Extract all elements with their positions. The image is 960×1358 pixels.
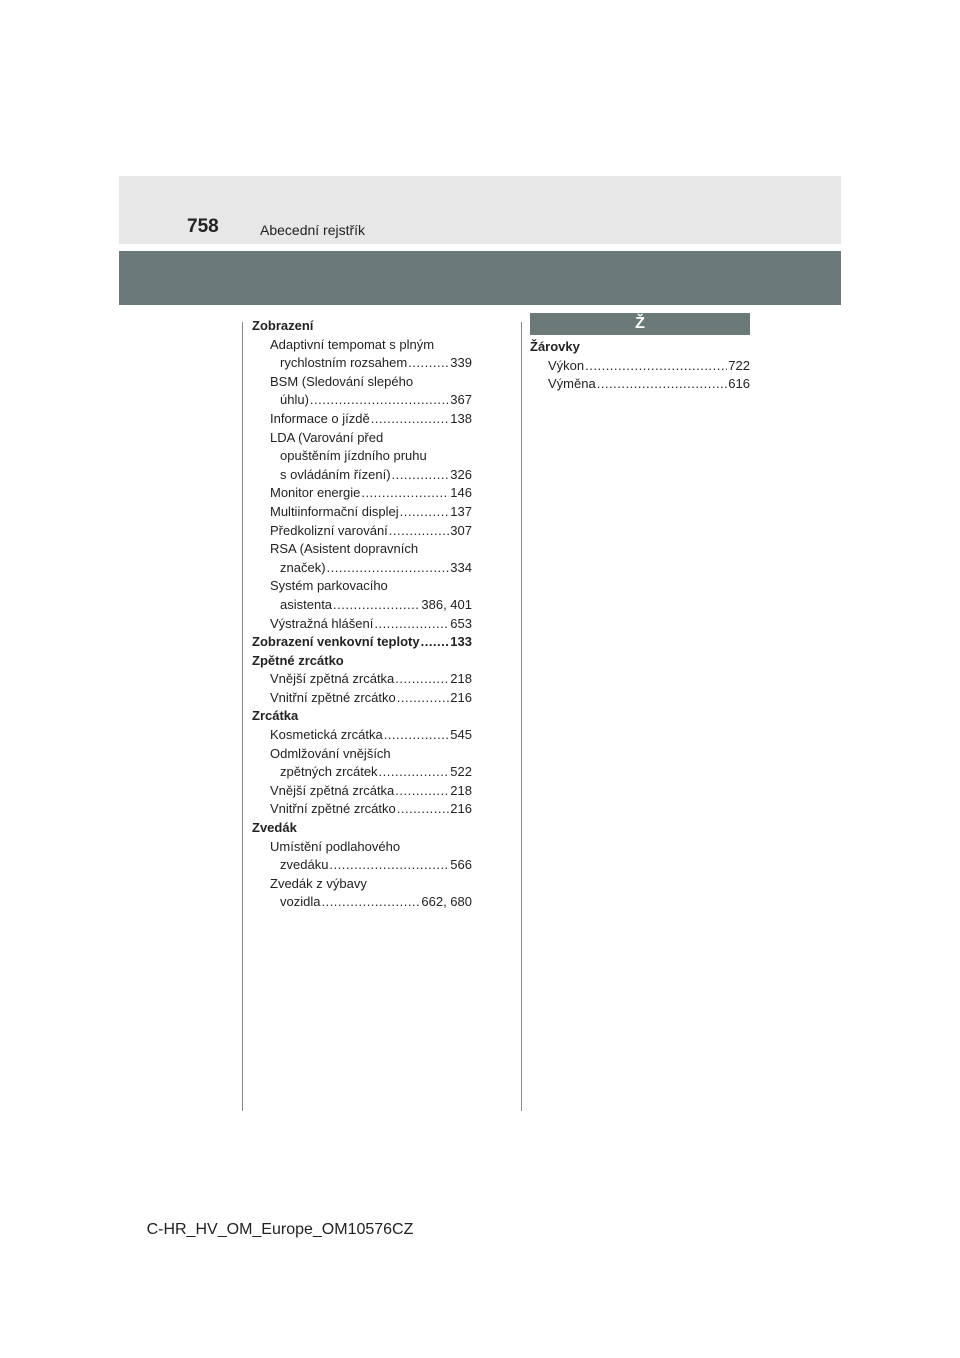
index-heading: Zvedák [252, 820, 297, 836]
index-entry [252, 466, 472, 485]
entry-label: Předkolizní varování [270, 522, 388, 538]
index-entry: LDA (Varování před [270, 429, 384, 445]
leader-dots [379, 763, 450, 782]
entry-label: úhlu) [280, 392, 309, 408]
column-divider-left [242, 322, 243, 1111]
index-entry: Odmlžování vnějších [270, 745, 391, 761]
index-entry [252, 559, 472, 578]
index-entry: Adaptivní tempomat s plným [270, 336, 435, 352]
index-entry [252, 800, 472, 819]
index-heading: Žárovky [530, 339, 580, 354]
page-reference: 138 [450, 410, 472, 426]
leader-dots [361, 484, 449, 503]
leader-dots [400, 503, 450, 522]
index-entry: BSM (Sledování slepého [270, 373, 414, 389]
index-entry [252, 354, 472, 373]
index-entry: RSA (Asistent dopravních [270, 541, 419, 557]
entry-label: Monitor energie [270, 485, 361, 501]
leader-dots [585, 357, 727, 376]
entry-label: značek) [280, 559, 326, 575]
leader-dots [327, 559, 450, 578]
entry-label: Vnější zpětná zrcátka [270, 671, 395, 687]
index-entries-right [530, 338, 750, 394]
entry-label: Zobrazení venkovní teploty [252, 634, 420, 650]
section-title: Abecední rejstřík [260, 222, 366, 238]
index-heading [252, 633, 472, 652]
page-reference: 218 [450, 671, 472, 687]
index-entry [252, 726, 472, 745]
page-reference: 334 [450, 559, 472, 575]
index-entry [252, 782, 472, 801]
page-number: 758 [187, 216, 219, 237]
entry-label: Vnitřní zpětné zrcátko [270, 689, 396, 705]
index-entry [530, 375, 750, 394]
index-entry [252, 484, 472, 503]
leader-dots [395, 670, 449, 689]
index-entry [252, 503, 472, 522]
index-entry [252, 522, 472, 541]
page-reference: 367 [450, 392, 472, 408]
page-reference: 146 [450, 485, 472, 501]
entry-label: Výstražná hlášení [270, 615, 374, 631]
page-reference: 218 [450, 782, 472, 798]
page-reference: 566 [450, 857, 472, 873]
entry-label: vozidla [280, 894, 321, 910]
entry-label: rychlostním rozsahem [280, 355, 408, 371]
index-entry [252, 410, 472, 429]
entry-label: Multiinformační displej [270, 503, 399, 519]
index-entry: Zvedák z výbavy [270, 875, 367, 891]
page-reference: 307 [450, 522, 472, 538]
entry-label: s ovládáním řízení) [280, 466, 391, 482]
leader-dots [333, 596, 420, 615]
entry-label: Výměna [548, 376, 596, 392]
leader-dots [397, 689, 450, 708]
leader-dots [421, 633, 450, 652]
leader-dots [395, 782, 449, 801]
page-reference: 326 [450, 466, 472, 482]
leader-dots [374, 615, 449, 634]
page-reference: 616 [728, 376, 750, 392]
leader-dots [408, 354, 449, 373]
leader-dots [329, 856, 449, 875]
page-reference: 722 [728, 357, 750, 373]
index-entry: Umístění podlahového [270, 838, 401, 854]
index-heading: Zrcátka [252, 708, 299, 724]
leader-dots [371, 410, 450, 429]
page-reference: 545 [450, 727, 472, 743]
index-entry [252, 391, 472, 410]
index-heading: Zpětné zrcátko [252, 652, 344, 668]
document-code: C-HR_HV_OM_Europe_OM10576CZ [146, 1221, 414, 1238]
index-entry [252, 615, 472, 634]
index-entry [530, 357, 750, 376]
leader-dots [310, 391, 449, 410]
page-reference: 653 [450, 615, 472, 631]
header-bar [119, 251, 841, 305]
header-band [119, 176, 841, 244]
entry-label: zpětných zrcátek [280, 764, 378, 780]
index-column-right [530, 313, 750, 394]
page-reference: 137 [450, 503, 472, 519]
index-entry [252, 596, 472, 615]
entry-label: Vnější zpětná zrcátka [270, 782, 395, 798]
entry-label: Výkon [548, 357, 585, 373]
page-reference: 522 [450, 764, 472, 780]
leader-dots [384, 726, 450, 745]
entry-label: Informace o jízdě [270, 410, 370, 426]
index-entry [252, 689, 472, 708]
leader-dots [597, 375, 728, 394]
page-reference: 133 [450, 634, 472, 650]
page-reference: 216 [450, 801, 472, 817]
column-divider-middle [521, 322, 522, 1111]
index-entry [252, 763, 472, 782]
entry-label: Kosmetická zrcátka [270, 727, 383, 743]
index-entry: opuštěním jízdního pruhu [280, 448, 427, 464]
index-heading: Zobrazení [252, 318, 314, 333]
index-entry: Systém parkovacího [270, 578, 388, 594]
entry-label: asistenta [280, 596, 333, 612]
leader-dots [397, 800, 450, 819]
leader-dots [321, 893, 420, 912]
index-entry [252, 856, 472, 875]
entry-label: zvedáku [280, 857, 329, 873]
index-entry [252, 670, 472, 689]
index-entry [252, 893, 472, 912]
page-reference: 662, 680 [421, 894, 472, 910]
entry-label: Vnitřní zpětné zrcátko [270, 801, 396, 817]
leader-dots [389, 522, 450, 541]
leader-dots [392, 466, 450, 485]
letter-heading: Ž [530, 313, 750, 335]
page-reference: 386, 401 [421, 596, 472, 612]
index-column-left [252, 317, 472, 912]
page-reference: 216 [450, 689, 472, 705]
page-reference: 339 [450, 355, 472, 371]
